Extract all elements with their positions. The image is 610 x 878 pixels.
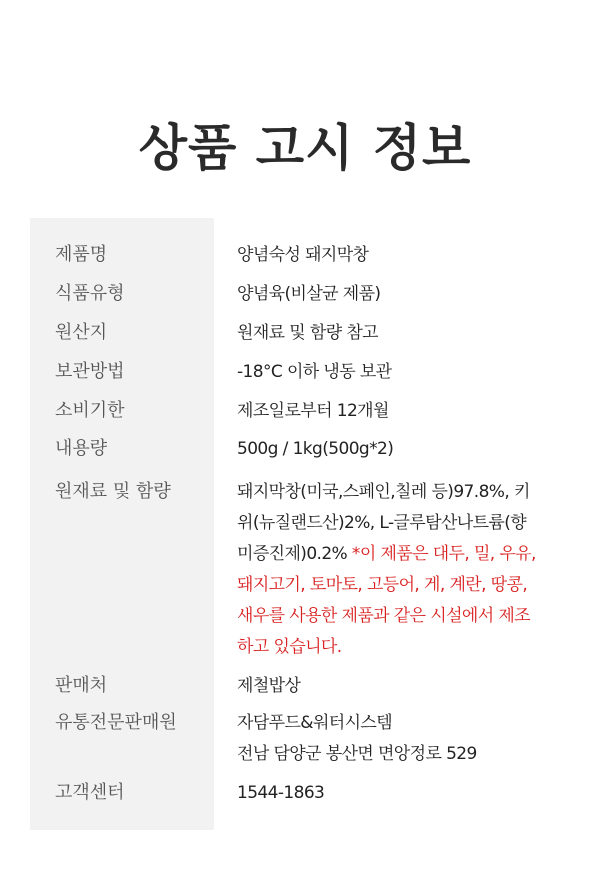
row-value: 제조일로부터 12개월 xyxy=(237,401,389,421)
page-title: 상품 고시 정보 xyxy=(138,119,472,177)
allergen-warning: *이 제품은 대두, 밀, 우유, xyxy=(351,544,536,564)
row-label: 고객센터 xyxy=(55,782,125,803)
row-label: 원산지 xyxy=(55,322,108,343)
row-value: 500g / 1kg(500g*2) xyxy=(237,439,394,459)
row-value: 자담푸드&워터시스템 전남 담양군 봉산면 면앙정로 529 xyxy=(237,713,477,764)
row-value: 돼지막창(미국,스페인,칠레 등)97.8%, 키 위(뉴질랜드산)2%, L-글루탐산나트륨(향 미증진제)0.2% *이 제품은 대두, 밀, 우유, 돼지고기, 토마토, 고등어, 게, 계란, 땅콩, 새우를 사용한 제품과 같은 시설에서 제조 하고 있습니다. xyxy=(237,477,582,663)
allergen-warning: 돼지고기, 토마토, 고등어, 게, 계란, 땅콩, xyxy=(237,575,528,595)
row-label: 원재료 및 함량 xyxy=(55,481,171,502)
row-value: 제철밥상 xyxy=(237,676,301,696)
row-value: 원재료 및 함량 참고 xyxy=(237,323,378,343)
label-column-background xyxy=(30,218,214,830)
allergen-warning: 하고 있습니다. xyxy=(237,637,342,657)
row-value: -18°C 이하 냉동 보관 xyxy=(237,362,392,382)
row-label: 판매처 xyxy=(55,675,108,696)
row-value: 양념숙성 돼지막창 xyxy=(237,245,369,265)
row-value: 1544-1863 xyxy=(237,783,325,803)
row-label: 유통전문판매원 xyxy=(55,712,177,733)
row-label: 보관방법 xyxy=(55,361,125,382)
allergen-warning: 새우를 사용한 제품과 같은 시설에서 제조 xyxy=(237,606,530,626)
ingredient-text: 미증진제)0.2% xyxy=(237,544,352,564)
row-label: 식품유형 xyxy=(55,283,125,304)
row-label: 제품명 xyxy=(55,244,108,265)
row-label: 내용량 xyxy=(55,438,108,459)
row-value: 양념육(비살균 제품) xyxy=(237,284,381,304)
row-label: 소비기한 xyxy=(55,400,125,421)
